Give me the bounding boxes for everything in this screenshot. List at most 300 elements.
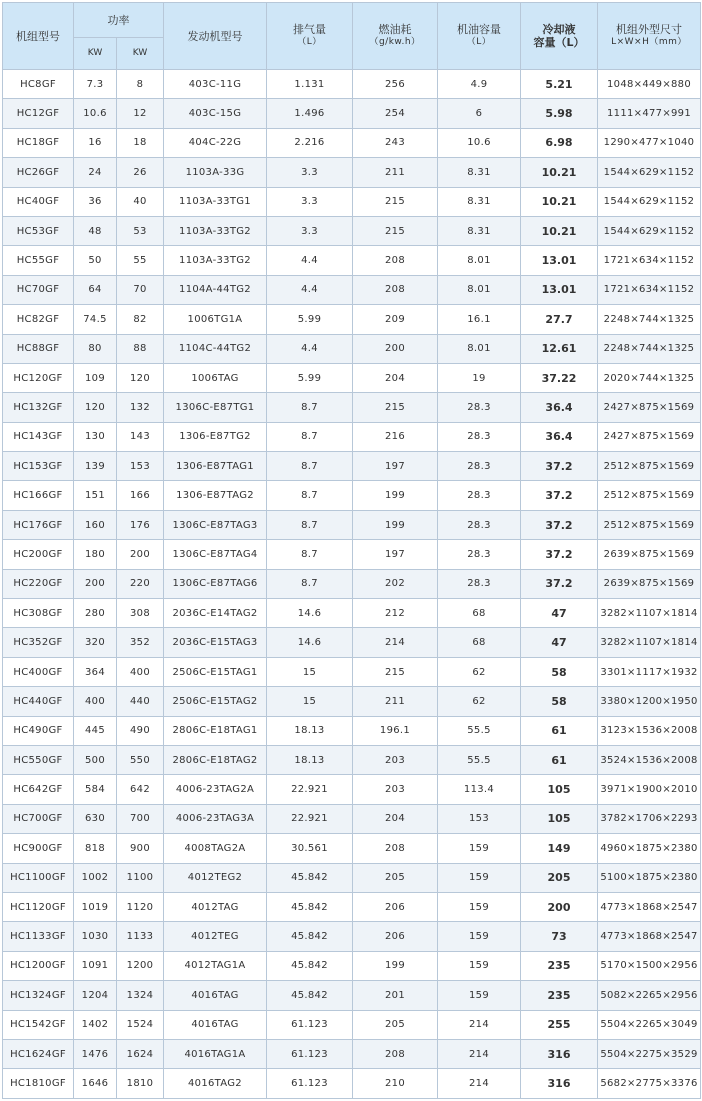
cell-engine: 2806C-E18TAG2 bbox=[164, 745, 267, 774]
cell-model: HC153GF bbox=[3, 452, 74, 481]
cell-power-kw-2: 490 bbox=[117, 716, 164, 745]
cell-fuel: 211 bbox=[353, 687, 438, 716]
cell-model: HC220GF bbox=[3, 569, 74, 598]
cell-coolant: 235 bbox=[521, 981, 598, 1010]
cell-coolant: 37.22 bbox=[521, 363, 598, 392]
cell-model: HC1133GF bbox=[3, 922, 74, 951]
cell-coolant: 149 bbox=[521, 834, 598, 863]
cell-size: 5504×2275×3529 bbox=[598, 1039, 701, 1068]
cell-power-kw-2: 440 bbox=[117, 687, 164, 716]
table-row bbox=[3, 246, 701, 275]
cell-engine: 403C-15G bbox=[164, 99, 267, 128]
cell-engine: 4012TAG1A bbox=[164, 951, 267, 980]
cell-displacement: 8.7 bbox=[267, 510, 353, 539]
cell-power-kw-1: 139 bbox=[74, 452, 117, 481]
cell-displacement: 61.123 bbox=[267, 1069, 353, 1098]
cell-size: 4773×1868×2547 bbox=[598, 892, 701, 921]
cell-fuel: 202 bbox=[353, 569, 438, 598]
cell-engine: 4012TAG bbox=[164, 892, 267, 921]
cell-model: HC1624GF bbox=[3, 1039, 74, 1068]
cell-model: HC70GF bbox=[3, 275, 74, 304]
cell-engine: 1306C-E87TG1 bbox=[164, 393, 267, 422]
cell-displacement: 4.4 bbox=[267, 246, 353, 275]
cell-power-kw-2: 70 bbox=[117, 275, 164, 304]
cell-power-kw-1: 74.5 bbox=[74, 305, 117, 334]
header-coolant bbox=[521, 3, 598, 70]
cell-size: 2020×744×1325 bbox=[598, 363, 701, 392]
cell-power-kw-2: 12 bbox=[117, 99, 164, 128]
cell-power-kw-2: 642 bbox=[117, 775, 164, 804]
cell-displacement: 3.3 bbox=[267, 216, 353, 245]
table-row bbox=[3, 745, 701, 774]
cell-fuel: 204 bbox=[353, 363, 438, 392]
cell-coolant: 13.01 bbox=[521, 246, 598, 275]
cell-power-kw-2: 166 bbox=[117, 481, 164, 510]
cell-model: HC55GF bbox=[3, 246, 74, 275]
cell-displacement: 4.4 bbox=[267, 334, 353, 363]
cell-fuel: 197 bbox=[353, 540, 438, 569]
header-fuel bbox=[353, 3, 438, 70]
cell-power-kw-1: 36 bbox=[74, 187, 117, 216]
header-power: 功率 bbox=[74, 3, 164, 38]
cell-displacement: 45.842 bbox=[267, 981, 353, 1010]
cell-oil: 68 bbox=[438, 599, 521, 628]
cell-displacement: 5.99 bbox=[267, 363, 353, 392]
cell-model: HC26GF bbox=[3, 158, 74, 187]
cell-displacement: 30.561 bbox=[267, 834, 353, 863]
cell-power-kw-2: 308 bbox=[117, 599, 164, 628]
cell-power-kw-2: 1100 bbox=[117, 863, 164, 892]
cell-fuel: 203 bbox=[353, 775, 438, 804]
cell-fuel: 215 bbox=[353, 187, 438, 216]
header-fuel-unit: （g/kw.h） bbox=[369, 37, 421, 47]
cell-fuel: 205 bbox=[353, 863, 438, 892]
cell-coolant: 235 bbox=[521, 951, 598, 980]
cell-coolant: 10.21 bbox=[521, 187, 598, 216]
cell-coolant: 105 bbox=[521, 804, 598, 833]
cell-fuel: 208 bbox=[353, 1039, 438, 1068]
cell-size: 3380×1200×1950 bbox=[598, 687, 701, 716]
cell-power-kw-1: 130 bbox=[74, 422, 117, 451]
cell-coolant: 37.2 bbox=[521, 510, 598, 539]
cell-size: 4773×1868×2547 bbox=[598, 922, 701, 951]
cell-power-kw-2: 1120 bbox=[117, 892, 164, 921]
cell-fuel: 201 bbox=[353, 981, 438, 1010]
cell-power-kw-2: 400 bbox=[117, 657, 164, 686]
cell-engine: 4012TEG2 bbox=[164, 863, 267, 892]
cell-engine: 2806C-E18TAG1 bbox=[164, 716, 267, 745]
cell-oil: 28.3 bbox=[438, 452, 521, 481]
cell-fuel: 214 bbox=[353, 628, 438, 657]
header-displacement-label: 排气量 bbox=[293, 23, 326, 36]
cell-model: HC900GF bbox=[3, 834, 74, 863]
cell-model: HC12GF bbox=[3, 99, 74, 128]
cell-engine: 4016TAG bbox=[164, 1010, 267, 1039]
cell-oil: 159 bbox=[438, 922, 521, 951]
cell-power-kw-1: 818 bbox=[74, 834, 117, 863]
cell-size: 2512×875×1569 bbox=[598, 510, 701, 539]
cell-engine: 1306-E87TAG1 bbox=[164, 452, 267, 481]
cell-power-kw-1: 1002 bbox=[74, 863, 117, 892]
cell-displacement: 14.6 bbox=[267, 599, 353, 628]
cell-power-kw-1: 180 bbox=[74, 540, 117, 569]
cell-coolant: 36.4 bbox=[521, 393, 598, 422]
cell-size: 1544×629×1152 bbox=[598, 158, 701, 187]
cell-displacement: 15 bbox=[267, 687, 353, 716]
cell-power-kw-2: 700 bbox=[117, 804, 164, 833]
cell-oil: 214 bbox=[438, 1069, 521, 1098]
cell-oil: 8.01 bbox=[438, 246, 521, 275]
table-row bbox=[3, 804, 701, 833]
table-row bbox=[3, 981, 701, 1010]
table-row bbox=[3, 892, 701, 921]
cell-power-kw-2: 220 bbox=[117, 569, 164, 598]
cell-displacement: 45.842 bbox=[267, 863, 353, 892]
cell-displacement: 45.842 bbox=[267, 892, 353, 921]
cell-size: 2248×744×1325 bbox=[598, 334, 701, 363]
cell-size: 1048×449×880 bbox=[598, 70, 701, 99]
cell-size: 5682×2775×3376 bbox=[598, 1069, 701, 1098]
table-row bbox=[3, 275, 701, 304]
table-row bbox=[3, 951, 701, 980]
cell-displacement: 8.7 bbox=[267, 422, 353, 451]
cell-displacement: 22.921 bbox=[267, 804, 353, 833]
cell-power-kw-1: 630 bbox=[74, 804, 117, 833]
cell-size: 2639×875×1569 bbox=[598, 569, 701, 598]
cell-power-kw-2: 82 bbox=[117, 305, 164, 334]
cell-displacement: 8.7 bbox=[267, 540, 353, 569]
cell-oil: 4.9 bbox=[438, 70, 521, 99]
cell-oil: 28.3 bbox=[438, 540, 521, 569]
cell-power-kw-1: 320 bbox=[74, 628, 117, 657]
cell-fuel: 254 bbox=[353, 99, 438, 128]
cell-power-kw-1: 500 bbox=[74, 745, 117, 774]
cell-displacement: 61.123 bbox=[267, 1039, 353, 1068]
cell-displacement: 5.99 bbox=[267, 305, 353, 334]
header-displacement bbox=[267, 3, 353, 70]
cell-model: HC1200GF bbox=[3, 951, 74, 980]
cell-power-kw-1: 50 bbox=[74, 246, 117, 275]
cell-power-kw-2: 1324 bbox=[117, 981, 164, 1010]
cell-oil: 28.3 bbox=[438, 393, 521, 422]
cell-engine: 2506C-E15TAG2 bbox=[164, 687, 267, 716]
cell-size: 3524×1536×2008 bbox=[598, 745, 701, 774]
cell-fuel: 206 bbox=[353, 922, 438, 951]
cell-fuel: 199 bbox=[353, 481, 438, 510]
cell-oil: 214 bbox=[438, 1039, 521, 1068]
cell-oil: 68 bbox=[438, 628, 521, 657]
cell-power-kw-1: 400 bbox=[74, 687, 117, 716]
cell-coolant: 10.21 bbox=[521, 216, 598, 245]
cell-oil: 159 bbox=[438, 834, 521, 863]
cell-power-kw-2: 26 bbox=[117, 158, 164, 187]
cell-engine: 1103A-33TG2 bbox=[164, 216, 267, 245]
table-row bbox=[3, 187, 701, 216]
cell-model: HC440GF bbox=[3, 687, 74, 716]
table-row bbox=[3, 834, 701, 863]
cell-fuel: 208 bbox=[353, 834, 438, 863]
cell-coolant: 58 bbox=[521, 687, 598, 716]
cell-coolant: 255 bbox=[521, 1010, 598, 1039]
cell-engine: 1006TAG bbox=[164, 363, 267, 392]
cell-oil: 19 bbox=[438, 363, 521, 392]
cell-coolant: 5.98 bbox=[521, 99, 598, 128]
table-row bbox=[3, 99, 701, 128]
cell-displacement: 18.13 bbox=[267, 745, 353, 774]
cell-displacement: 3.3 bbox=[267, 158, 353, 187]
table-row bbox=[3, 70, 701, 99]
cell-power-kw-1: 364 bbox=[74, 657, 117, 686]
cell-engine: 1103A-33TG2 bbox=[164, 246, 267, 275]
cell-oil: 62 bbox=[438, 657, 521, 686]
cell-size: 1290×477×1040 bbox=[598, 128, 701, 157]
cell-displacement: 8.7 bbox=[267, 569, 353, 598]
cell-engine: 1104A-44TG2 bbox=[164, 275, 267, 304]
table-row bbox=[3, 863, 701, 892]
cell-displacement: 14.6 bbox=[267, 628, 353, 657]
cell-displacement: 18.13 bbox=[267, 716, 353, 745]
cell-fuel: 208 bbox=[353, 246, 438, 275]
cell-fuel: 199 bbox=[353, 510, 438, 539]
cell-power-kw-2: 1133 bbox=[117, 922, 164, 951]
cell-power-kw-2: 1200 bbox=[117, 951, 164, 980]
cell-engine: 403C-11G bbox=[164, 70, 267, 99]
cell-coolant: 37.2 bbox=[521, 540, 598, 569]
generator-spec-table bbox=[2, 2, 701, 1099]
cell-engine: 1306-E87TG2 bbox=[164, 422, 267, 451]
cell-size: 2427×875×1569 bbox=[598, 422, 701, 451]
cell-engine: 2036C-E14TAG2 bbox=[164, 599, 267, 628]
cell-oil: 16.1 bbox=[438, 305, 521, 334]
cell-coolant: 6.98 bbox=[521, 128, 598, 157]
cell-fuel: 210 bbox=[353, 1069, 438, 1098]
cell-power-kw-2: 8 bbox=[117, 70, 164, 99]
cell-size: 3971×1900×2010 bbox=[598, 775, 701, 804]
cell-coolant: 5.21 bbox=[521, 70, 598, 99]
cell-engine: 404C-22G bbox=[164, 128, 267, 157]
cell-fuel: 215 bbox=[353, 216, 438, 245]
cell-model: HC700GF bbox=[3, 804, 74, 833]
cell-size: 1721×634×1152 bbox=[598, 246, 701, 275]
cell-power-kw-2: 550 bbox=[117, 745, 164, 774]
cell-size: 2512×875×1569 bbox=[598, 481, 701, 510]
cell-power-kw-1: 584 bbox=[74, 775, 117, 804]
cell-power-kw-2: 53 bbox=[117, 216, 164, 245]
cell-size: 2427×875×1569 bbox=[598, 393, 701, 422]
cell-fuel: 200 bbox=[353, 334, 438, 363]
table-row bbox=[3, 569, 701, 598]
cell-model: HC308GF bbox=[3, 599, 74, 628]
cell-model: HC550GF bbox=[3, 745, 74, 774]
cell-coolant: 61 bbox=[521, 745, 598, 774]
cell-model: HC200GF bbox=[3, 540, 74, 569]
header-coolant-label-2: 容量（L） bbox=[533, 36, 585, 49]
cell-power-kw-2: 1810 bbox=[117, 1069, 164, 1098]
header-fuel-label: 燃油耗 bbox=[378, 23, 412, 36]
table-row bbox=[3, 363, 701, 392]
cell-displacement: 4.4 bbox=[267, 275, 353, 304]
cell-oil: 55.5 bbox=[438, 716, 521, 745]
cell-size: 3282×1107×1814 bbox=[598, 599, 701, 628]
cell-engine: 1306C-E87TAG3 bbox=[164, 510, 267, 539]
cell-oil: 8.01 bbox=[438, 334, 521, 363]
cell-size: 3301×1117×1932 bbox=[598, 657, 701, 686]
table-row bbox=[3, 158, 701, 187]
cell-fuel: 205 bbox=[353, 1010, 438, 1039]
cell-power-kw-1: 1030 bbox=[74, 922, 117, 951]
cell-power-kw-2: 55 bbox=[117, 246, 164, 275]
table-header bbox=[3, 3, 701, 70]
cell-power-kw-1: 1402 bbox=[74, 1010, 117, 1039]
cell-size: 3123×1536×2008 bbox=[598, 716, 701, 745]
cell-coolant: 61 bbox=[521, 716, 598, 745]
cell-size: 5504×2265×3049 bbox=[598, 1010, 701, 1039]
cell-model: HC176GF bbox=[3, 510, 74, 539]
cell-displacement: 45.842 bbox=[267, 922, 353, 951]
header-engine: 发动机型号 bbox=[164, 3, 267, 70]
cell-power-kw-2: 40 bbox=[117, 187, 164, 216]
cell-fuel: 215 bbox=[353, 393, 438, 422]
table-row bbox=[3, 305, 701, 334]
cell-size: 3282×1107×1814 bbox=[598, 628, 701, 657]
cell-model: HC88GF bbox=[3, 334, 74, 363]
table-row bbox=[3, 510, 701, 539]
cell-size: 5170×1500×2956 bbox=[598, 951, 701, 980]
cell-displacement: 2.216 bbox=[267, 128, 353, 157]
cell-size: 3782×1706×2293 bbox=[598, 804, 701, 833]
cell-size: 5100×1875×2380 bbox=[598, 863, 701, 892]
cell-power-kw-1: 200 bbox=[74, 569, 117, 598]
cell-displacement: 8.7 bbox=[267, 393, 353, 422]
cell-oil: 28.3 bbox=[438, 569, 521, 598]
cell-engine: 4016TAG1A bbox=[164, 1039, 267, 1068]
cell-engine: 4006-23TAG2A bbox=[164, 775, 267, 804]
cell-engine: 4012TEG bbox=[164, 922, 267, 951]
cell-size: 2639×875×1569 bbox=[598, 540, 701, 569]
table-row bbox=[3, 540, 701, 569]
cell-model: HC1100GF bbox=[3, 863, 74, 892]
header-model: 机组型号 bbox=[3, 3, 74, 70]
cell-coolant: 37.2 bbox=[521, 452, 598, 481]
cell-fuel: 197 bbox=[353, 452, 438, 481]
cell-model: HC1542GF bbox=[3, 1010, 74, 1039]
cell-coolant: 10.21 bbox=[521, 158, 598, 187]
cell-power-kw-2: 132 bbox=[117, 393, 164, 422]
cell-fuel: 209 bbox=[353, 305, 438, 334]
cell-power-kw-1: 160 bbox=[74, 510, 117, 539]
cell-engine: 2036C-E15TAG3 bbox=[164, 628, 267, 657]
table-row bbox=[3, 599, 701, 628]
cell-coolant: 316 bbox=[521, 1039, 598, 1068]
cell-model: HC1120GF bbox=[3, 892, 74, 921]
cell-oil: 8.01 bbox=[438, 275, 521, 304]
cell-power-kw-2: 143 bbox=[117, 422, 164, 451]
cell-power-kw-1: 445 bbox=[74, 716, 117, 745]
cell-engine: 1306-E87TAG2 bbox=[164, 481, 267, 510]
cell-power-kw-1: 1019 bbox=[74, 892, 117, 921]
cell-coolant: 36.4 bbox=[521, 422, 598, 451]
cell-fuel: 216 bbox=[353, 422, 438, 451]
cell-coolant: 73 bbox=[521, 922, 598, 951]
cell-coolant: 105 bbox=[521, 775, 598, 804]
table-row bbox=[3, 334, 701, 363]
cell-oil: 159 bbox=[438, 863, 521, 892]
cell-engine: 1306C-E87TAG4 bbox=[164, 540, 267, 569]
cell-fuel: 206 bbox=[353, 892, 438, 921]
table-row bbox=[3, 128, 701, 157]
cell-oil: 10.6 bbox=[438, 128, 521, 157]
cell-displacement: 3.3 bbox=[267, 187, 353, 216]
cell-power-kw-1: 48 bbox=[74, 216, 117, 245]
table-row bbox=[3, 1039, 701, 1068]
cell-oil: 8.31 bbox=[438, 158, 521, 187]
cell-power-kw-2: 352 bbox=[117, 628, 164, 657]
cell-engine: 1103A-33TG1 bbox=[164, 187, 267, 216]
cell-power-kw-1: 1476 bbox=[74, 1039, 117, 1068]
cell-oil: 28.3 bbox=[438, 422, 521, 451]
cell-fuel: 203 bbox=[353, 745, 438, 774]
cell-coolant: 37.2 bbox=[521, 569, 598, 598]
cell-engine: 4006-23TAG3A bbox=[164, 804, 267, 833]
table-row bbox=[3, 716, 701, 745]
cell-oil: 159 bbox=[438, 951, 521, 980]
cell-size: 1111×477×991 bbox=[598, 99, 701, 128]
cell-power-kw-1: 1646 bbox=[74, 1069, 117, 1098]
cell-displacement: 1.131 bbox=[267, 70, 353, 99]
cell-model: HC18GF bbox=[3, 128, 74, 157]
header-size-unit: L×W×H（mm） bbox=[611, 37, 687, 47]
cell-oil: 8.31 bbox=[438, 216, 521, 245]
header-power-kw-1: KW bbox=[74, 38, 117, 70]
cell-model: HC166GF bbox=[3, 481, 74, 510]
cell-coolant: 13.01 bbox=[521, 275, 598, 304]
table-row bbox=[3, 1010, 701, 1039]
cell-fuel: 204 bbox=[353, 804, 438, 833]
cell-power-kw-2: 153 bbox=[117, 452, 164, 481]
cell-fuel: 208 bbox=[353, 275, 438, 304]
header-size-label: 机组外型尺寸 bbox=[616, 23, 682, 36]
cell-model: HC490GF bbox=[3, 716, 74, 745]
cell-fuel: 212 bbox=[353, 599, 438, 628]
cell-power-kw-2: 88 bbox=[117, 334, 164, 363]
cell-fuel: 256 bbox=[353, 70, 438, 99]
cell-oil: 113.4 bbox=[438, 775, 521, 804]
cell-size: 1721×634×1152 bbox=[598, 275, 701, 304]
cell-displacement: 8.7 bbox=[267, 452, 353, 481]
header-oil-label: 机油容量 bbox=[457, 23, 501, 36]
cell-coolant: 47 bbox=[521, 628, 598, 657]
cell-model: HC82GF bbox=[3, 305, 74, 334]
cell-size: 1544×629×1152 bbox=[598, 187, 701, 216]
header-power-kw-2: KW bbox=[117, 38, 164, 70]
cell-power-kw-1: 109 bbox=[74, 363, 117, 392]
cell-displacement: 15 bbox=[267, 657, 353, 686]
cell-power-kw-2: 1524 bbox=[117, 1010, 164, 1039]
cell-power-kw-1: 1091 bbox=[74, 951, 117, 980]
cell-size: 2512×875×1569 bbox=[598, 452, 701, 481]
table-body bbox=[3, 70, 701, 1099]
cell-power-kw-1: 280 bbox=[74, 599, 117, 628]
cell-power-kw-1: 16 bbox=[74, 128, 117, 157]
cell-oil: 214 bbox=[438, 1010, 521, 1039]
cell-coolant: 27.7 bbox=[521, 305, 598, 334]
table-row bbox=[3, 1069, 701, 1098]
cell-engine: 4016TAG bbox=[164, 981, 267, 1010]
cell-power-kw-2: 18 bbox=[117, 128, 164, 157]
header-oil bbox=[438, 3, 521, 70]
cell-size: 5082×2265×2956 bbox=[598, 981, 701, 1010]
cell-oil: 28.3 bbox=[438, 481, 521, 510]
